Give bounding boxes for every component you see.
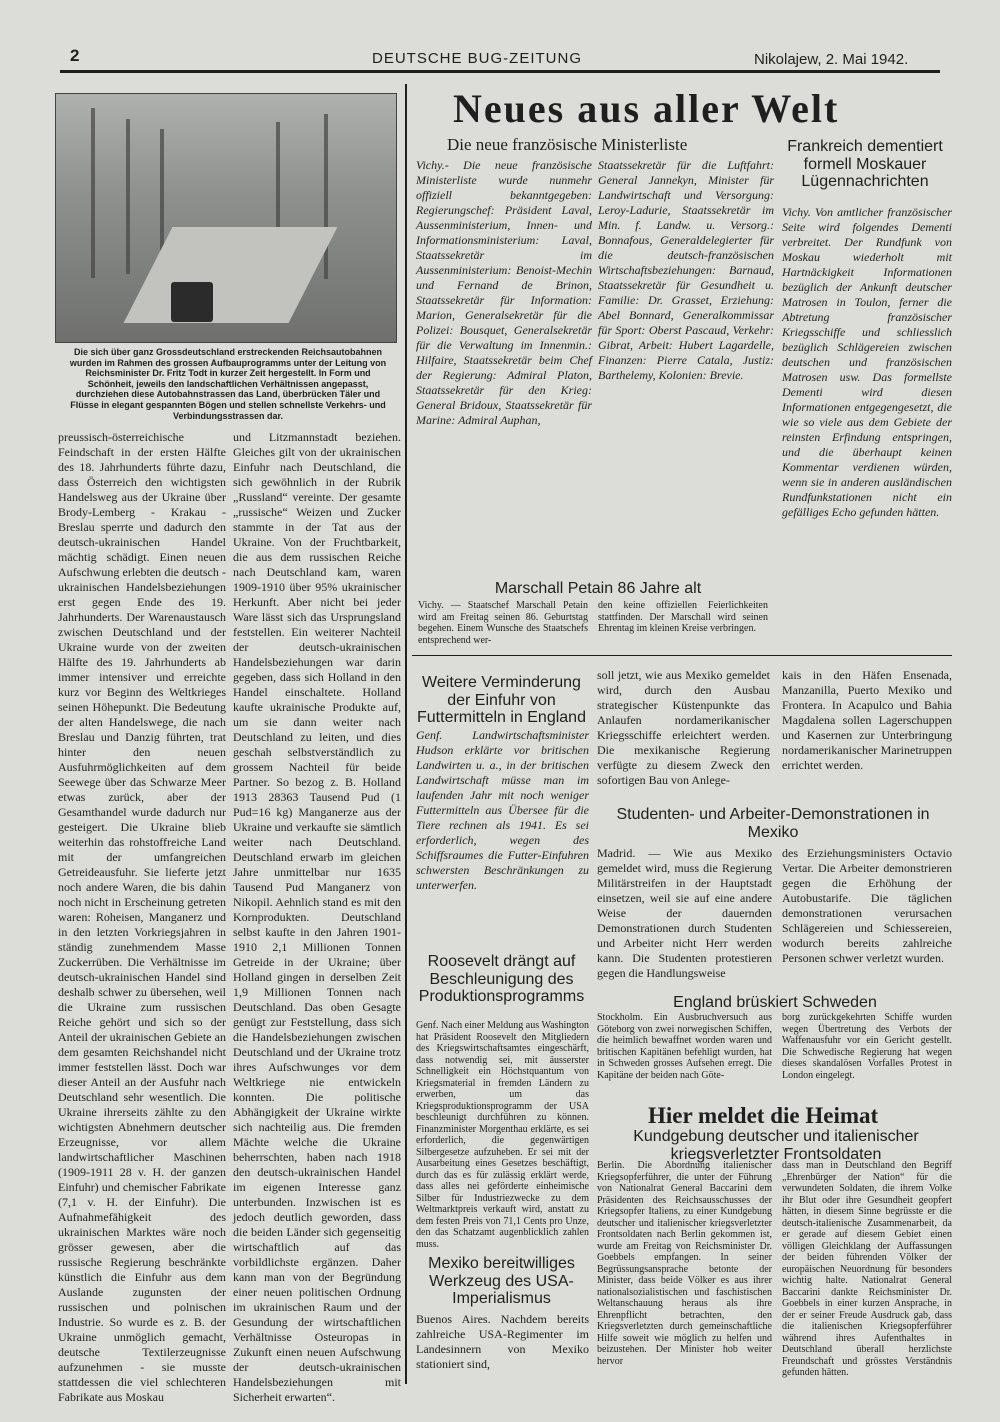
- middle-rule: [412, 655, 952, 656]
- roosevelt-body: Genf. Nach einer Meldung aus Washington hat Präsident Roosevelt den Mitgliedern des Kriegswirtschaftsamtes eingeschärft, dass notwendig sei, mit äusserster Schnelligkeit ein Höchstquantum von Kriegsmaterial in fremden Ländern zu erwerben, um das Kriegsproduktionsprogramm der USA beschleunigt durchführen zu können. Finanzminister Morgenthau erklärte, es sei erforderlich, die gegenwärtigen Silbergesetze aufzuheben. Er sei mit der Ausarbeitung eines Gesetzes beschäftigt, durch das es für zulässig erklärt werde, dass alles nei geförderte einheimische Silber für Industriezwecke zu dem Weltmarktpreis verkauft wird, anstatt zu dem festen Preis von 71,1 Cents pro Unze, den das Schatzamt augenblicklich zahlen muss.: [416, 1020, 589, 1250]
- ministerliste-left: Vichy.- Die neue französische Ministerliste wurde nunmehr offiziell bekanntgegeben: Regierungschef: Präsident Laval, Aussenministerium, Innen- und Informationsministerium: Laval, Staatssekretär im Aussenministerium: Benoist-Mechin und Fernand de Brinon, Staatssekretär für Information: Marion, Generalsekretär für die Polizei: Bousquet, Generalsekretär für die Verwaltung im Innenmin.: Hilfaire, Staatssekretär beim Chef der Regierung: Admiral Platon, Staatssekretär für den Krieg: General Bridoux, Staatssekretär für Marine: Admiral Auphan,: [416, 158, 592, 427]
- heimat-subtitle: Kundgebung deutscher und italienischer kriegsverletzter Frontsoldaten: [633, 1128, 919, 1163]
- frankreich-headline: Frankreich dementiert formell Moskauer Lügennachrichten: [787, 138, 943, 191]
- schweden-headline: England brüskiert Schweden: [673, 994, 877, 1011]
- studenten-right: des Erziehungsministers Octavio Vertar. Die Arbeiter demonstrieren gegen die Erhöhung der Autobustarife. Die täglichen demonstrationen verursachen Schlägereien und Schiessereien, wodurch bereits zahlreiche Personen schwer verletzt wurden.: [782, 846, 952, 965]
- mexiko-right: kais in den Häfen Ensenada, Manzanilla, Puerto Mexiko und Frontera. In Acapulco und Bahia Magdalena sollen Lagerschuppen und Kasernen zur Unterbringung nordamerikanischer Marinetruppen errichtet werden.: [782, 668, 952, 772]
- date-line: Nikolajew, 2. Mai 1942.: [754, 51, 909, 68]
- studenten-left: Madrid. — Wie aus Mexiko gemeldet wird, muss die Regierung Militärstreifen in der Hauptstadt einsetzen, weil sie auf eine andere Weise der dauernden Demonstrationen durch Studenten und Arbeiter nicht Herr werden kann. Die Studenten protestieren gegen die Handlungsweise: [597, 846, 772, 980]
- column-separator: [405, 84, 407, 1384]
- heimat-title: Hier meldet die Heimat: [648, 1103, 879, 1128]
- header-rule: [60, 70, 940, 73]
- heimat-left: Berlin. Die Abordnung italienischer Kriegsopferführer, die unter der Führung von Nationalrat General Baccarini dem Präsidenten des Reichsausschusses der Kriegsopfer Italiens, zu einer Kundgebung deutscher und italienischer kriegsverletzter Frontsoldaten nach Berlin gekommen ist, wurde am Freitag von Reichsminister Dr. Goebbels empfangen. In seiner Begrüssungsansprache betonte der Minister, dass beide Völker es aus ihrer nationalsozialistischen und faschistischen Weltanschauung heraus als ihre Ehrenpflicht betrachten, den Kriegsverletzten durch gemeinschaftliche Hilfe soweit wie möglich zu helfen und beizustehen. Der Minister hob weiter hervor: [597, 1160, 772, 1367]
- roosevelt-headline: Roosevelt drängt auf Beschleunigung des Produktionsprogramms: [418, 953, 585, 1006]
- section-title: Neues aus aller Welt: [453, 86, 840, 131]
- ministerliste-right: Staatssekretär für die Luftfahrt: General Jannekyn, Minister für Landwirtschaft und Versorgung: Leroy-Ladurie, Staatssekretär im Min. f. Landw. u. Versorg.: Bonnafous, Generaldelegierter für die deutsch-französischen Wirtschaftsbeziehungen: Barnaud, Staatssekretär für Gesundheit u. Familie: Dr. Grasset, Erziehung: Abel Bonnard, Generalkommissar für Sport: Oberst Pascaud, Verkehr: Gibrat, Arbeit: Hubert Lagardelle, Finanzen: Pierre Catala, Justiz: Barthelemy, Kolonien: Brevie.: [598, 158, 774, 382]
- autobahn-photo: [55, 93, 397, 343]
- petain-right: den keine offiziellen Feierlichkeiten stattfinden. Der Marschall wird seinen Ehrentag im kleinen Kreise verbringen.: [598, 600, 768, 634]
- photo-caption: Die sich über ganz Grossdeutschland erstreckenden Reichsautobahnen wurden im Rahmen des grossen Aufbauprogramms unter der Leitung von Reichsminister Dr. Fritz Todt in kurzer Zeit hergestellt. In Form und Schönheit, jeweils den landschaftlichen Verhältnissen angepasst, durchziehen diese Autobahnstrassen das Land, überbrücken Täler und Flüsse in elegant gespannten Bögen und stellen schnellste Verkehrs- und Verbindungsstrassen dar.: [69, 347, 387, 421]
- schweden-left: Stockholm. Ein Ausbruchversuch aus Göteborg von zwei norwegischen Schiffen, die heimlich bewaffnet worden waren und britischen Kapitänen befehligt wurden, hat in Schweden grosses Aufsehen erregt. Die Kapitäne der beiden nach Göte-: [597, 1012, 772, 1081]
- ministerliste-headline: Die neue französische Ministerliste: [447, 135, 688, 154]
- page-number: 2: [70, 46, 80, 65]
- studenten-headline: Studenten- und Arbeiter-Demonstrationen in Mexiko: [616, 806, 930, 841]
- mexiko-werkzeug-headline: Mexiko bereitwilliges Werkzeug des USA-Imperialismus: [428, 1255, 575, 1308]
- schweden-right: borg zurückgekehrten Schiffe wurden wegen Übertretung des Verbots der Waffenausfuhr vor ein Gericht gestellt. Die Schwedische Regierung hat wegen dieses skandalösen Vorfalles Protest in London eingelegt.: [782, 1012, 952, 1081]
- futtermittel-body: Genf. Landwirtschaftsminister Hudson erklärte vor britischen Landwirten u. a., in der britischen Landwirtschaft müsse man im laufenden Jahr mit noch weniger Futtermitteln aus Übersee für die Tiere rechnen als 1941. Es sei erforderlich, wegen des Schiffsraumes die Futter-Einfuhren schwersten Beschränkungen zu unterwerfen.: [416, 728, 589, 892]
- heimat-right: dass man in Deutschland den Begriff „Ehrenbürger der Nation“ für die verwundeten Soldaten, die ihrem Volke ihr Blut oder ihre Gesundheit geopfert hätten, in diesem Sinne begrüsste er die deutsch-italienische Zusammenarbeit, da er gerade auf diesem Gebiet einen völligen Gleichklang der Auffassungen der beiden führenden Völker der europäischen Neuordnung für besonders wichtig halte. Nationalrat General Baccarini dankte Reichsminister Dr. Goebbels in einer kurzen Ansprache, in der er seiner Freude Ausdruck gab, dass die italienischen Kriegsopferführer während ihres Aufenthaltes in Deutschland überall herzlichste Freundschaft und grösstes Verständnis gefunden hätten.: [782, 1160, 952, 1378]
- petain-headline: Marschall Petain 86 Jahre alt: [494, 580, 702, 597]
- futtermittel-headline: Weitere Verminderung der Einfuhr von Futtermitteln in England: [417, 674, 586, 727]
- frankreich-body: Vichy. Von amtlicher französischer Seite wird folgendes Dementi verbreitet. Der Rundfunk von Moskau wiederholt mit Hartnäckigkeit Informationen bezüglich der Ankunft deutscher Matrosen in Toulon, ferner die Abtretung französischer Kriegsschiffe und schliesslich bezüglich Schlägereien zwischen deutschen und französischen Matrosen usw. Das formellste Dementi wird diesen Informationen entgegengesetzt, die wie so viele aus dem Gebiete der reinsten Erfindung entspringen, und die überhaupt keinen Kommentar verdienen würden, wenn sie in anderen ausländischen Rundfunkstationen nicht ein gefälliges Echo gefunden hätten.: [782, 205, 952, 519]
- mexiko-left: soll jetzt, wie aus Mexiko gemeldet wird, durch den Ausbau strategischer Küstenpunkte das Anlaufen nordamerikanischer Kriegsschiffe erleichtert werden. Die mexikanische Regierung verfügte zu diesem Zweck den sofortigen Bau von Anlege-: [597, 668, 770, 787]
- trade-article-left-column: preussisch-österreichische Feindschaft in der ersten Hälfte des 18. Jahrhunderts führte dazu, dass Österreich den wichtigsten Handelsweg aus der Ukraine über Brody-Lemberg - Krakau - Breslau sperrte und dadurch den deutsch-ukrainischen Handel mächtig schädigt. Einen neuen Aufschwung erlebten die deutsch - ukrainischen Handelsbeziehungen erst gegen Ende des 19. Jahrhunderts. Der Warenaustausch zwischen Deutschland und der Ukraine wurde von der zweiten Hälfte des 19. Jahrhunderts ab immer intensiver und erreichte kurz vor Beginn des Weltkrieges seinen Höhepunkt. Die Bedeutung der alten Handelswege, die nach Breslau und Danzig führten, trat hinter den neuen Ausfuhrmöglichkeiten auf dem Seewege über das Schwarze Meer etwas zurück, aber der Gesamthandel wurde dadurch nur gesteigert. Die Ukraine blieb weiterhin das rohstoffreiche Land mit der umfangreichen Getreideausfuhr. Sie lieferte jetzt noch andere Waren, die bis dahin noch nicht in Erscheinung getreten waren: Roheisen, Manganerz und in den letzten Vorkriegsjahren in ständig zunehmendem Masse Zuckerrüben. Die Verhältnisse im deutsch-ukrainischen Handel sind deshalb schwer zu übersehen, weil die Ukraine zum russischen Reiche gehört und sich so der Anteil der ukrainischen Gebiete an dem gesamten Reichshandel nicht immer feststellen lässt. Doch war dieser Anteil an der Ausfuhr nach Deutschland sehr wesentlich. Die Ukraine ihrerseits zählte zu den wichtigsten Abnehmern deutscher Erzeugnisse, vor allem landwirtschaftlicher Maschinen (1909-1911 28 v. H. der ganzen Einfuhr) und chemischer Fabrikate (7,1 v. H. der Einfuhr). Die Aufnahmefähigkeit des ukrainischen Marktes wäre noch grösser gewesen, aber die russische Regierung beschränkte künstlich die Einfuhr aus dem Auslande zugunsten der russischen und polnischen Industrie. So wurde es z. B. der Ukraine unmöglich gemacht, deutsche Textilerzeugnisse aufzunehmen - sie musste stattdessen die viel schlechteren Fabrikate aus Moskau: [58, 430, 226, 1404]
- mexiko-werkzeug-body: Buenos Aires. Nachdem bereits zahlreiche USA-Regimenter im Landesinnern von Mexiko stationiert sind,: [416, 1312, 589, 1371]
- newspaper-name: DEUTSCHE BUG-ZEITUNG: [372, 50, 583, 67]
- petain-left: Vichy. — Staatschef Marschall Petain wird am Freitag seinen 86. Geburtstag begehen. Einem Wunsche des Staatschefs entsprechend wer-: [418, 600, 588, 646]
- trade-article-right-column: und Litzmannstadt beziehen. Gleiches gilt von der ukrainischen Einfuhr nach Deutschland, die sich gewöhnlich in der Rubrik „Russland“ vereinte. Der gesamte „russische“ Weizen und Zucker stammte in der Tat aus der Ukraine. Von der Fruchtbarkeit, die aus dem russischen Reiche nach Deutschland kam, waren 1909-1910 über 95% ukrainischer Herkunft. Aber nicht bei jeder Ware lässt sich das Ursprungsland feststellen. Ein weiterer Nachteil der deutsch-ukrainischen Handelsbeziehungen war darin gegeben, dass sich Holland in den Handel einschaltete. Holland kaufte ukrainische Produkte auf, um sie dann weiter nach Deutschland zu leiten, und dies geschah selbstverständlich zu grossem Nachteil für beide Partner. So bezog z. B. Holland 1913 28363 Tausend Pud (1 Pud=16 kg) Manganerze aus der Ukraine und verkaufte sie sämtlich weiter nach Deutschland. Deutschland erwarb im gleichen Jahre unmittelbar nur 1635 Tausend Pud Manganerz von Nikopil. Aehnlich stand es mit den Kornprodukten. Deutschland selbst kaufte in den Jahren 1901-1910 2,1 Millionen Tonnen Getreide in der Ukraine; über Holland gingen in derselben Zeit 1,9 Millionen Tonnen nach Deutschland. Das oben Gesagte genügt zur Feststellung, dass sich die Handelsbeziehungen zwischen Deutschland und der Ukraine trotz ihres Aufschwunges vor dem Weltkriege nie entwickeln konnten. Die politische Abhängigkeit der Ukraine wirkte sich nachteilig aus. Die fremden Mächte welche die Ukraine beherrschten, haben nach 1918 den deutsch-ukrainischen Handel im eigenen Interesse ganz unterbunden. Inzwischen ist es jedoch deutlich geworden, dass die beiden Länder sich gegenseitig wirtschaftlich auf das vorbildlichste ergänzen. Daher kann man von der Begründung einer neuen politischen Ordnung im ukrainischen Raum und der Gesundung der wirtschaftlichen Verhältnisse Osteuropas in Zukunft einen neuen Aufschwung der deutsch-ukrainischen Handelsbeziehungen mit Sicherheit erwarten“.: [233, 430, 401, 1404]
